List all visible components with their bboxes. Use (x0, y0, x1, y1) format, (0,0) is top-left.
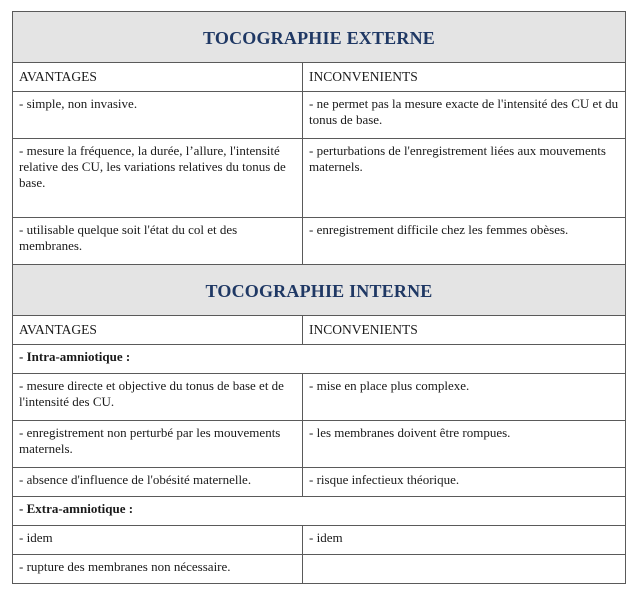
header-row-interne (13, 316, 626, 345)
inconvenient-cell: - enregistrement difficile chez les femmes obèses. (303, 218, 626, 265)
subsection-label-intra: - Intra-amniotique : (13, 345, 626, 374)
table-row (13, 421, 626, 468)
header-inconvenients: INCONVENIENTS (303, 63, 626, 92)
avantage-cell: - idem (13, 526, 303, 555)
subsection-row-extra (13, 497, 626, 526)
subsection-label-extra: - Extra-amniotique : (13, 497, 626, 526)
title-row-interne (13, 265, 626, 316)
table-row (13, 526, 626, 555)
inconvenient-cell: - idem (303, 526, 626, 555)
header-avantages: AVANTAGES (13, 63, 303, 92)
table-row (13, 92, 626, 139)
inconvenient-cell: - ne permet pas la mesure exacte de l'intensité des CU et du tonus de base. (303, 92, 626, 139)
section-title-externe: TOCOGRAPHIE EXTERNE (13, 12, 626, 63)
section-title-interne: TOCOGRAPHIE INTERNE (13, 265, 626, 316)
table-row (13, 468, 626, 497)
avantage-cell: - absence d'influence de l'obésité maternelle. (13, 468, 303, 497)
subsection-row-intra (13, 345, 626, 374)
inconvenient-cell (303, 555, 626, 584)
inconvenient-cell: - mise en place plus complexe. (303, 374, 626, 421)
avantage-cell: - utilisable quelque soit l'état du col et des membranes. (13, 218, 303, 265)
avantage-cell: - simple, non invasive. (13, 92, 303, 139)
avantage-cell: - mesure directe et objective du tonus de base et de l'intensité des CU. (13, 374, 303, 421)
avantage-cell: - enregistrement non perturbé par les mouvements maternels. (13, 421, 303, 468)
inconvenient-cell: - perturbations de l'enregistrement liées aux mouvements maternels. (303, 139, 626, 218)
header-inconvenients: INCONVENIENTS (303, 316, 626, 345)
table-row (13, 374, 626, 421)
tocographie-table (12, 11, 626, 584)
inconvenient-cell: - les membranes doivent être rompues. (303, 421, 626, 468)
tocographie-document (12, 11, 626, 584)
avantage-cell: - mesure la fréquence, la durée, l’allure, l'intensité relative des CU, les variations relatives du tonus de base. (13, 139, 303, 218)
title-row-externe (13, 12, 626, 63)
table-row (13, 139, 626, 218)
inconvenient-cell: - risque infectieux théorique. (303, 468, 626, 497)
header-row-externe (13, 63, 626, 92)
header-avantages: AVANTAGES (13, 316, 303, 345)
table-row (13, 555, 626, 584)
avantage-cell: - rupture des membranes non nécessaire. (13, 555, 303, 584)
table-row (13, 218, 626, 265)
